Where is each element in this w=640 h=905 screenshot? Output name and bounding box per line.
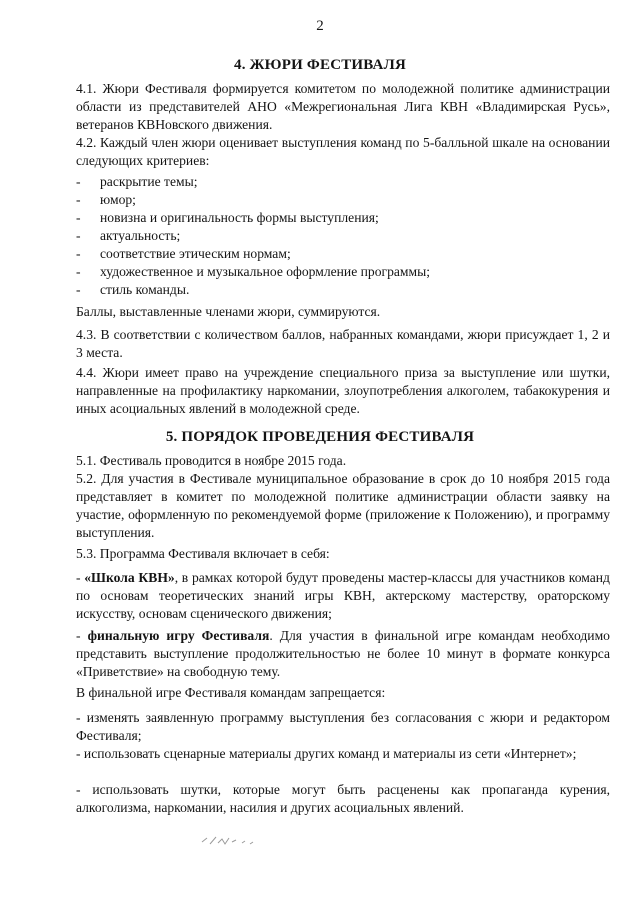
forbidden-intro: В финальной игре Фестиваля командам запрещается: — [76, 685, 386, 700]
list-dash: - — [76, 174, 81, 189]
list-item-text: новизна и оригинальность формы выступления; — [100, 210, 379, 225]
list-dash: - — [76, 192, 81, 207]
forbidden-item: - использовать сценарные материалы других команд и материалы из сети «Интернет»; — [76, 746, 577, 761]
list-item-text: актуальность; — [100, 228, 181, 243]
list-dash: - — [76, 228, 81, 243]
list-item-text: стиль команды. — [100, 282, 190, 297]
paragraph-4-2: 4.2. Каждый член жюри оценивает выступления команд по 5-балльной шкале на основании следующих критериев: — [76, 135, 610, 168]
program-item-dash: - — [76, 570, 85, 585]
program-item-final — [76, 627, 610, 681]
section-4-heading: 4. ЖЮРИ ФЕСТИВАЛЯ — [234, 57, 406, 73]
paragraph-4-4: 4.4. Жюри имеет право на учреждение специального приза за выступление или шутки, направленные на профилактику наркомании, злоупотребления алкоголем, табакокурения и иных асоциальных явлений в молодежной среде. — [76, 365, 610, 416]
list-item-text: раскрытие темы; — [100, 174, 198, 189]
paragraph-5-2: 5.2. Для участия в Фестивале муниципальное образование в срок до 10 ноября 2015 года представляет в комитет по молодежной политике администрации области заявку на участие, оформленную по рекомендуемой форме (приложение к Положению), и программу выступления. — [76, 471, 610, 540]
program-item-title: «Школа КВН» — [84, 570, 175, 585]
list-item-text: соответствие этическим нормам; — [100, 246, 291, 261]
list-dash: - — [76, 264, 81, 279]
list-dash: - — [76, 282, 81, 297]
forbidden-item: - использовать шутки, которые могут быть расценены как пропаганда курения, алкоголизма, наркомании, насилия и других асоциальных явлений. — [76, 782, 610, 815]
list-item-text: художественное и музыкальное оформление программы; — [100, 264, 431, 279]
program-item-dash: - — [76, 628, 88, 643]
list-dash: - — [76, 210, 81, 225]
paragraph-4-3: 4.3. В соответствии с количеством баллов, набранных командами, жюри присуждает 1, 2 и 3 места. — [76, 327, 610, 360]
scan-mark — [198, 828, 268, 850]
list-dash: - — [76, 246, 81, 261]
program-item-title: финальную игру Фестиваля — [87, 628, 270, 643]
sum-note: Баллы, выставленные членами жюри, суммируются. — [76, 304, 381, 319]
paragraph-5-3: 5.3. Программа Фестиваля включает в себя: — [76, 546, 330, 561]
paragraph-5-1: 5.1. Фестиваль проводится в ноябре 2015 года. — [76, 453, 347, 468]
forbidden-item: - изменять заявленную программу выступления без согласования с жюри и редактором Фестиваля; — [76, 710, 610, 743]
page-number: 2 — [316, 18, 324, 34]
paragraph-4-1: 4.1. Жюри Фестиваля формируется комитетом по молодежной политике администрации области из представителей АНО «Межрегиональная Лига КВН «Владимирская Русь», ветеранов КВНовского движения. — [76, 81, 610, 132]
list-item-text: юмор; — [100, 192, 136, 207]
program-item-school — [76, 569, 610, 623]
program-item-text: , в рамках которой будут проведены мастер-классы для участников команд по основам теоретических знаний игры КВН, актерскому мастерству, ораторскому искусству, основам сценического движения; — [76, 570, 610, 621]
program-item-text: . Для участия в финальной игре командам необходимо представить выступление продолжительностью не более 10 минут в формате конкурса «Приветствие» на свободную тему. — [76, 628, 610, 679]
section-5-heading: 5. ПОРЯДОК ПРОВЕДЕНИЯ ФЕСТИВАЛЯ — [165, 429, 475, 445]
